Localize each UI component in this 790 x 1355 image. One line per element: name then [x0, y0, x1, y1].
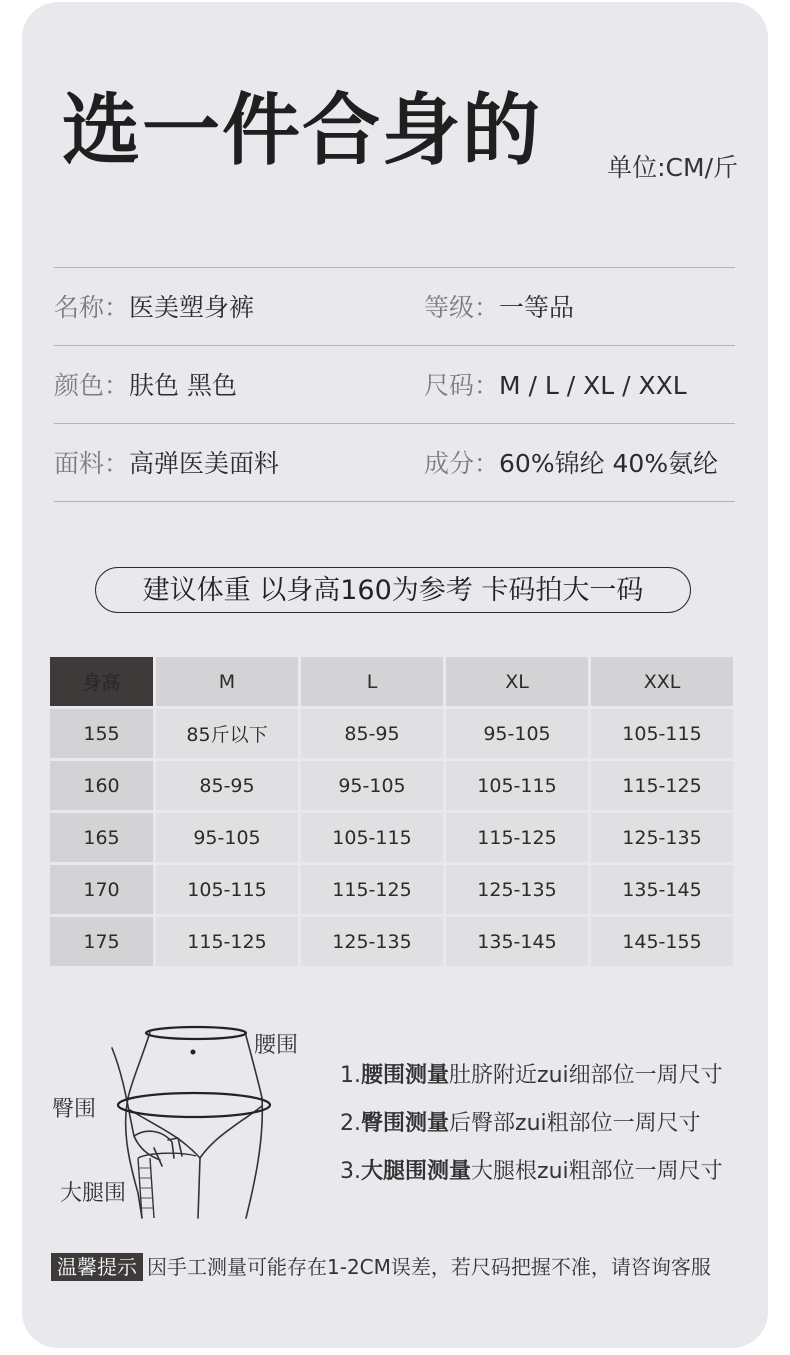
- measure-notes: [340, 1060, 723, 1204]
- table-cell: 85-95: [301, 709, 443, 758]
- spec-row: [54, 267, 735, 345]
- size-table: [47, 654, 736, 969]
- waist-label: 腰围: [254, 1033, 299, 1058]
- measure-note: [340, 1156, 723, 1204]
- table-cell: 115-125: [156, 917, 298, 966]
- table-row: [50, 917, 733, 966]
- tip-badge: 温馨提示: [51, 1253, 143, 1281]
- column-header: XL: [446, 657, 588, 706]
- spec-item-color: [54, 346, 237, 423]
- table-cell: 85-95: [156, 761, 298, 810]
- note-text: 肚脐附近zui细部位一周尺寸: [449, 1063, 723, 1088]
- column-header: 身高: [50, 657, 153, 706]
- table-row: [50, 709, 733, 758]
- recommendation-pill: 建议体重 以身高160为参考 卡码拍大一码: [95, 567, 691, 613]
- tip-row: [51, 1251, 711, 1281]
- spec-item-fabric: [54, 424, 279, 501]
- spec-item-composition: [424, 424, 718, 501]
- thigh-label: 大腿围: [60, 1181, 127, 1206]
- table-cell: 125-135: [301, 917, 443, 966]
- spec-table: [54, 267, 735, 502]
- note-text: 大腿根zui粗部位一周尺寸: [471, 1159, 723, 1184]
- row-header-height: 155: [50, 709, 153, 758]
- table-cell: 105-115: [301, 813, 443, 862]
- tip-text: 因手工测量可能存在1-2CM误差，若尺码把握不准，请咨询客服: [147, 1255, 711, 1279]
- row-header-height: 160: [50, 761, 153, 810]
- note-number: 1.: [340, 1063, 361, 1088]
- row-header-height: 175: [50, 917, 153, 966]
- hip-label: 臀围: [52, 1097, 97, 1122]
- spec-item-name: [54, 268, 254, 345]
- row-header-height: 170: [50, 865, 153, 914]
- table-cell: 115-125: [301, 865, 443, 914]
- column-header: M: [156, 657, 298, 706]
- measurement-figure: [50, 1018, 320, 1223]
- spec-item-size: [424, 346, 687, 423]
- spec-value: 肤色 黑色: [129, 371, 237, 400]
- unit-label: 单位:CM/斤: [607, 153, 738, 182]
- note-text: 后臀部zui粗部位一周尺寸: [449, 1111, 701, 1136]
- table-cell: 115-125: [591, 761, 733, 810]
- table-cell: 135-145: [446, 917, 588, 966]
- measure-note: [340, 1108, 723, 1156]
- column-header: L: [301, 657, 443, 706]
- table-cell: 125-135: [446, 865, 588, 914]
- spec-key: 成分：: [424, 449, 500, 478]
- spec-key: 名称：: [54, 293, 130, 322]
- spec-value: 60%锦纶 40%氨纶: [499, 449, 719, 478]
- spec-row: [54, 345, 735, 423]
- table-cell: 105-115: [591, 709, 733, 758]
- spec-key: 面料：: [54, 449, 130, 478]
- note-bold: 腰围测量: [361, 1063, 450, 1088]
- table-row: [50, 865, 733, 914]
- table-header-row: [50, 657, 733, 706]
- spec-value: 高弹医美面料: [129, 449, 280, 478]
- table-cell: 95-105: [446, 709, 588, 758]
- note-bold: 臀围测量: [361, 1111, 450, 1136]
- table-row: [50, 761, 733, 810]
- table-row: [50, 813, 733, 862]
- spec-item-grade: [424, 268, 574, 345]
- table-cell: 85斤以下: [156, 709, 298, 758]
- page-title: 选一件合身的: [62, 86, 543, 176]
- table-cell: 95-105: [301, 761, 443, 810]
- table-cell: 135-145: [591, 865, 733, 914]
- note-bold: 大腿围测量: [361, 1159, 472, 1184]
- row-header-height: 165: [50, 813, 153, 862]
- table-cell: 115-125: [446, 813, 588, 862]
- note-number: 3.: [340, 1159, 361, 1184]
- spec-value: 一等品: [499, 293, 575, 322]
- spec-row: [54, 423, 735, 502]
- spec-key: 等级：: [424, 293, 500, 322]
- table-cell: 95-105: [156, 813, 298, 862]
- measure-note: [340, 1060, 723, 1108]
- spec-value: M / L / XL / XXL: [499, 371, 687, 400]
- table-cell: 145-155: [591, 917, 733, 966]
- spec-value: 医美塑身裤: [129, 293, 255, 322]
- table-cell: 105-115: [446, 761, 588, 810]
- spec-key: 尺码：: [424, 371, 500, 400]
- spec-key: 颜色：: [54, 371, 130, 400]
- table-cell: 105-115: [156, 865, 298, 914]
- table-cell: 125-135: [591, 813, 733, 862]
- note-number: 2.: [340, 1111, 361, 1136]
- column-header: XXL: [591, 657, 733, 706]
